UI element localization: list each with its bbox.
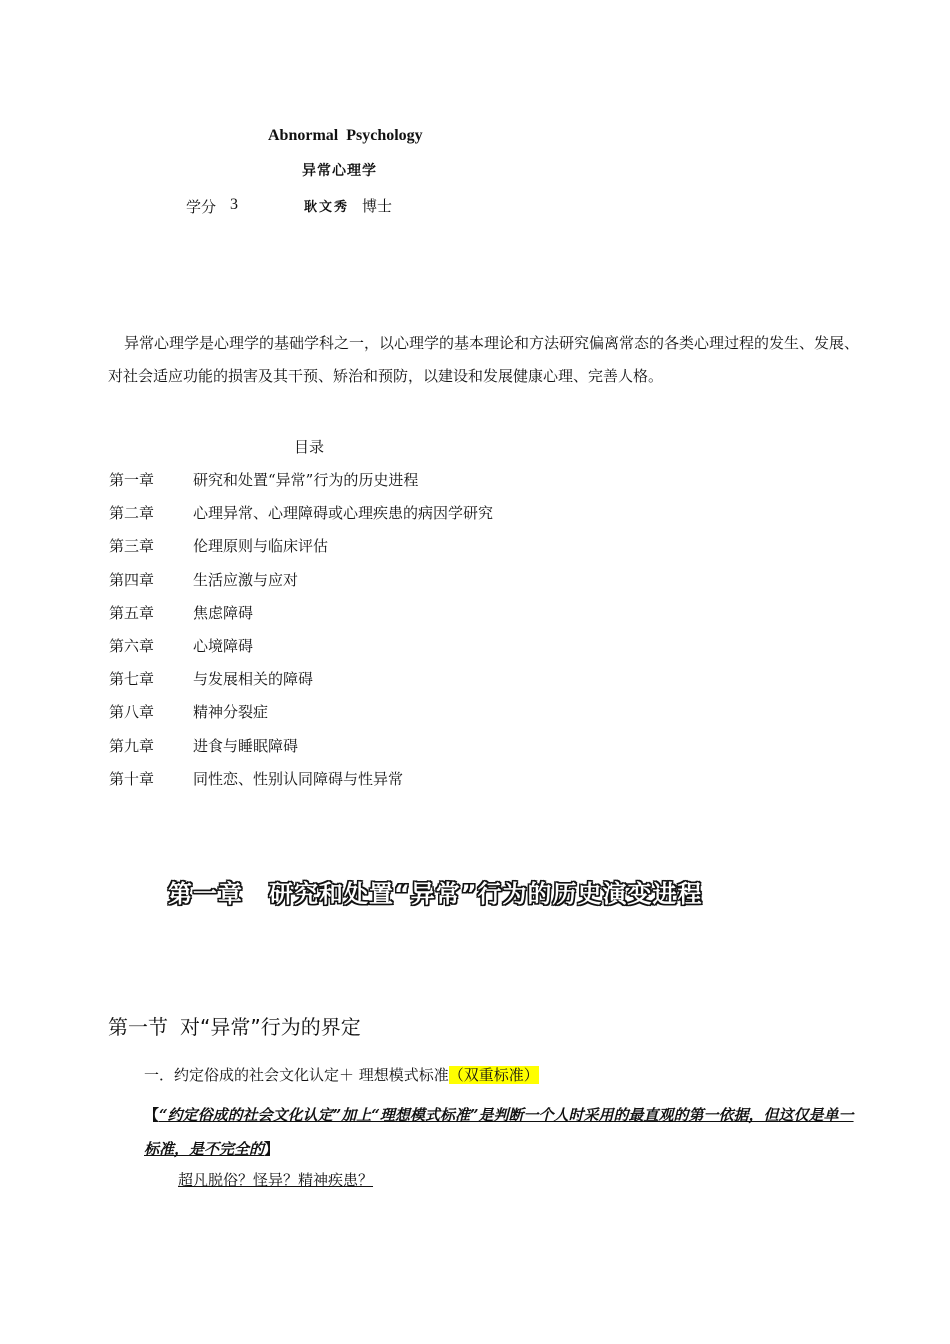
table-of-contents [109, 470, 493, 802]
toc-chapter-number: 第十章 [109, 769, 155, 788]
toc-chapter-number: 第九章 [109, 736, 155, 755]
list-item-one [144, 1064, 539, 1085]
section-heading [108, 1011, 361, 1040]
credit-label: 学分 [186, 198, 217, 216]
toc-item [109, 603, 493, 636]
toc-chapter-title: 进食与睡眠障碍 [193, 736, 299, 755]
credit-value: 3 [230, 196, 238, 213]
toc-chapter-title: 精神分裂症 [193, 703, 269, 722]
chapter-heading [168, 874, 703, 909]
intro-paragraph: 异常心理学是心理学的基础学科之一，以心理学的基本理论和方法研究偏离常态的各类心理过程的发生、发展、对社会适应功能的损害及其干预、矫治和预防，以建设和发展健康心理、完善人格。 [108, 334, 860, 385]
toc-chapter-number: 第五章 [109, 603, 155, 622]
toc-item [109, 570, 493, 603]
toc-chapter-title: 与发展相关的障碍 [193, 670, 314, 689]
emphasis-note [144, 1098, 864, 1166]
section-heading-number: 第一节 [108, 1015, 168, 1039]
section-heading-title: 对“异常”行为的界定 [180, 1015, 361, 1039]
toc-chapter-number: 第四章 [109, 570, 155, 589]
toc-chapter-number: 第七章 [109, 670, 155, 689]
toc-chapter-title: 研究和处置“异常”行为的历史进程 [193, 471, 419, 489]
toc-chapter-title: 生活应激与应对 [193, 570, 299, 589]
toc-item [109, 736, 493, 769]
toc-chapter-title: 焦虑障碍 [193, 603, 254, 622]
toc-chapter-number: 第三章 [109, 537, 155, 556]
toc-item [109, 503, 493, 536]
note-text: “约定俗成的社会文化认定”加上“理想模式标准”是判断一个人时采用的最直观的第一依据，但这仅是单一标准，是不完全的 [144, 1106, 854, 1158]
toc-chapter-title: 心理异常、心理障碍或心理疾患的病因学研究 [193, 504, 494, 523]
toc-chapter-title: 伦理原则与临床评估 [193, 537, 329, 556]
toc-item [109, 669, 493, 702]
note-close-bracket: 】 [264, 1140, 280, 1158]
toc-chapter-number: 第一章 [109, 471, 155, 489]
toc-chapter-title: 同性恋、性别认同障碍与性异常 [193, 769, 404, 788]
highlighted-text: （双重标准） [448, 1066, 539, 1084]
toc-chapter-number: 第六章 [109, 636, 155, 655]
toc-heading: 目录 [294, 438, 325, 456]
chapter-heading-title: 研究和处置“异常”行为的历史演变进程 [269, 880, 703, 908]
toc-item [109, 636, 493, 669]
toc-item [109, 536, 493, 569]
note-open-bracket: 【 [144, 1106, 160, 1124]
toc-chapter-number: 第八章 [109, 703, 155, 722]
toc-item [109, 769, 493, 802]
course-title-chinese: 异常心理学 [302, 163, 377, 179]
toc-item [109, 702, 493, 735]
toc-chapter-title: 心境障碍 [193, 636, 254, 655]
course-title-english: Abnormal Psychology [268, 127, 423, 144]
toc-item [109, 470, 493, 503]
list-item-one-text: 一．约定俗成的社会文化认定＋ 理想模式标准 [144, 1066, 449, 1084]
chapter-heading-number: 第一章 [168, 880, 243, 908]
toc-chapter-number: 第二章 [109, 504, 155, 523]
question-line: 超凡脱俗？怪异？精神疾患？ [178, 1171, 374, 1189]
author-title: 博士 [362, 197, 393, 215]
author-name: 耿文秀 [304, 200, 350, 215]
